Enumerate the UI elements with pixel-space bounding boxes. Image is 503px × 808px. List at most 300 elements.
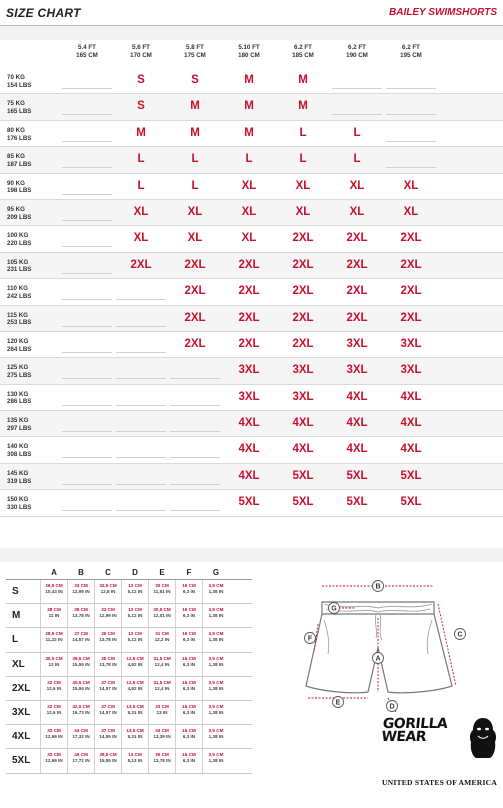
weight-kg: 75 KG bbox=[7, 100, 25, 108]
weight-kg: 135 KG bbox=[7, 417, 29, 425]
measurement-cm: 33 CM bbox=[47, 728, 61, 734]
measurement-cm: 35 CM bbox=[155, 752, 169, 758]
measurement-in: 6,3 IN bbox=[182, 758, 196, 764]
measurement-cell bbox=[96, 583, 120, 595]
size-cell: 4XL bbox=[238, 443, 260, 456]
measurement-cell bbox=[150, 728, 174, 740]
measurement-cell bbox=[177, 752, 201, 764]
size-cell-empty bbox=[116, 389, 166, 406]
size-cell: XL bbox=[241, 179, 257, 192]
measurement-cm: 16 CM bbox=[182, 607, 196, 613]
size-cell: 3XL bbox=[346, 364, 368, 377]
weight-lbs: 308 LBS bbox=[7, 451, 32, 459]
measurement-cm: 3,5 CM bbox=[208, 631, 224, 637]
measurement-column-header: F bbox=[186, 568, 192, 577]
size-cell: 2XL bbox=[184, 258, 206, 271]
measurement-cell bbox=[42, 680, 66, 692]
measurement-in: 12,6 IN bbox=[46, 709, 62, 715]
measurement-cell bbox=[42, 583, 66, 595]
size-cell: 2XL bbox=[292, 311, 314, 324]
measurement-in: 15,55 IN bbox=[72, 661, 90, 667]
table-row bbox=[0, 68, 503, 94]
measurement-in: 10,43 IN bbox=[45, 588, 63, 594]
size-cell-empty bbox=[170, 362, 220, 379]
measurement-in: 13,78 IN bbox=[99, 661, 117, 667]
page-title: SIZE CHART bbox=[6, 6, 81, 20]
weight-kg: 120 KG bbox=[7, 337, 29, 345]
measurement-row bbox=[6, 628, 252, 652]
measurement-row bbox=[6, 725, 252, 749]
size-cell-empty bbox=[62, 257, 112, 274]
table-row bbox=[0, 147, 503, 173]
measurement-in: 16,73 IN bbox=[72, 709, 90, 715]
weight-kg: 105 KG bbox=[7, 258, 29, 266]
measurement-in: 13,78 IN bbox=[99, 637, 117, 643]
measurement-cell bbox=[204, 752, 228, 764]
measurement-cm: 33 CM bbox=[74, 583, 88, 588]
size-cell-empty bbox=[62, 310, 112, 327]
size-cell-empty bbox=[116, 336, 166, 353]
measurement-in: 12,6 IN bbox=[46, 685, 62, 691]
measurement-cell bbox=[123, 631, 147, 643]
height-ft: 5.10 FT bbox=[238, 44, 260, 51]
height-column-header bbox=[384, 44, 438, 60]
table-row bbox=[0, 411, 503, 437]
weight-label bbox=[7, 443, 31, 459]
measurement-cell bbox=[42, 728, 66, 740]
size-cell: XL bbox=[187, 205, 203, 218]
size-cell: 3XL bbox=[238, 364, 260, 377]
column-divider bbox=[202, 725, 203, 748]
weight-label bbox=[7, 496, 31, 512]
measurement-cell bbox=[177, 631, 201, 643]
height-cm: 190 CM bbox=[346, 51, 368, 59]
size-cell: 2XL bbox=[292, 285, 314, 298]
column-divider bbox=[175, 653, 176, 676]
column-divider bbox=[121, 677, 122, 700]
measurement-in: 6,3 IN bbox=[182, 709, 196, 715]
measurement-cell bbox=[96, 656, 120, 668]
column-divider bbox=[40, 653, 41, 676]
measurement-cm: 35 CM bbox=[74, 607, 88, 613]
weight-label bbox=[7, 259, 31, 275]
size-cell-empty bbox=[386, 72, 436, 89]
column-divider bbox=[175, 701, 176, 724]
weight-kg: 115 KG bbox=[7, 311, 28, 319]
measurement-cell bbox=[150, 631, 174, 643]
height-ft: 6.2 FT bbox=[402, 44, 420, 51]
measurement-column-header: D bbox=[132, 568, 138, 577]
table-row bbox=[0, 200, 503, 226]
size-cell-empty bbox=[332, 98, 382, 115]
measurement-cell bbox=[204, 607, 228, 619]
weight-label bbox=[7, 338, 31, 354]
column-divider bbox=[40, 677, 41, 700]
size-cell: 2XL bbox=[292, 258, 314, 271]
measurement-cell bbox=[150, 680, 174, 692]
measurement-column-header: G bbox=[212, 568, 220, 577]
diagram-label-text: E bbox=[335, 699, 341, 707]
measurement-cell bbox=[204, 656, 228, 668]
measurement-table bbox=[6, 565, 252, 774]
measurement-cell bbox=[204, 704, 228, 716]
measurement-in: 12,01 IN bbox=[153, 613, 171, 619]
measurement-cm: 45 CM bbox=[74, 752, 88, 758]
size-cell-empty bbox=[170, 441, 220, 458]
measurement-size-label: 5XL bbox=[12, 755, 31, 767]
size-cell-empty bbox=[62, 230, 112, 247]
measurement-cell bbox=[69, 631, 93, 643]
measurement-cell bbox=[69, 728, 93, 740]
height-ft: 6.2 FT bbox=[348, 44, 366, 51]
weight-kg: 110 KG bbox=[7, 285, 28, 293]
measurement-cell bbox=[69, 583, 93, 595]
weight-kg: 85 KG bbox=[7, 153, 25, 161]
column-divider bbox=[202, 580, 203, 603]
size-cell: 2XL bbox=[346, 285, 368, 298]
size-cell-empty bbox=[62, 125, 112, 142]
measurement-cell bbox=[96, 752, 120, 764]
size-cell-empty bbox=[116, 441, 166, 458]
weight-kg: 130 KG bbox=[7, 390, 29, 398]
size-cell: L bbox=[137, 153, 145, 166]
measurement-size-label: XL bbox=[12, 658, 25, 670]
size-cell: M bbox=[298, 100, 308, 113]
gorilla-wear-logo bbox=[382, 712, 500, 802]
size-cell-empty bbox=[62, 98, 112, 115]
top-band bbox=[0, 26, 503, 40]
measurement-cm: 37 CM bbox=[101, 679, 115, 685]
size-cell: 2XL bbox=[238, 311, 260, 324]
logo-line1: GORILLA bbox=[381, 716, 449, 732]
measurement-cell bbox=[96, 728, 120, 740]
logo-tagline: UNITED STATES OF AMERICA bbox=[382, 778, 497, 787]
measurement-cm: 33 CM bbox=[101, 607, 115, 613]
weight-kg: 70 KG bbox=[7, 74, 25, 81]
measurement-in: 6,3 IN bbox=[182, 588, 196, 594]
measurement-cell bbox=[96, 680, 120, 692]
column-divider bbox=[175, 604, 176, 627]
column-divider bbox=[40, 604, 41, 627]
measurement-in: 17,32 IN bbox=[72, 734, 90, 740]
height-cm: 170 CM bbox=[130, 51, 152, 59]
weight-kg: 140 KG bbox=[7, 443, 29, 451]
weight-lbs: 220 LBS bbox=[7, 240, 32, 248]
table-row bbox=[0, 253, 503, 279]
measurement-cell bbox=[150, 656, 174, 668]
measurement-in: 12,99 IN bbox=[45, 734, 63, 740]
size-cell: L bbox=[137, 179, 145, 192]
size-cell: XL bbox=[241, 205, 257, 218]
measurement-size-label: M bbox=[12, 610, 21, 622]
size-cell-empty bbox=[116, 310, 166, 327]
measurement-in: 5,31 IN bbox=[127, 734, 143, 740]
measurement-column-header: B bbox=[78, 568, 84, 577]
measurement-cell bbox=[42, 752, 66, 764]
weight-label bbox=[7, 232, 31, 248]
table-row bbox=[0, 279, 503, 305]
measurement-cm: 3,5 CM bbox=[208, 752, 224, 758]
measurement-column-header: A bbox=[51, 568, 57, 577]
size-cell: XL bbox=[403, 205, 419, 218]
measurement-cm: 13 CM bbox=[128, 607, 142, 613]
measurement-in: 1,38 IN bbox=[208, 637, 224, 643]
measurement-cm: 3,5 CM bbox=[208, 679, 224, 685]
weight-label bbox=[7, 100, 31, 116]
size-cell: XL bbox=[133, 205, 149, 218]
measurement-cm: 16 CM bbox=[182, 631, 196, 637]
size-cell-empty bbox=[116, 283, 166, 300]
measurement-in: 6,3 IN bbox=[182, 637, 196, 643]
measurement-cell bbox=[123, 607, 147, 619]
height-column-header bbox=[276, 44, 330, 60]
measurement-column-header: C bbox=[105, 568, 111, 577]
column-divider bbox=[175, 580, 176, 603]
size-cell: 5XL bbox=[400, 496, 422, 509]
column-divider bbox=[148, 604, 149, 627]
measurement-cell bbox=[150, 752, 174, 764]
measurement-cm: 37 CM bbox=[101, 728, 115, 734]
size-cell: XL bbox=[295, 179, 311, 192]
measurement-cm: 28,5 CM bbox=[45, 631, 63, 637]
size-cell-empty bbox=[332, 72, 382, 89]
table-row bbox=[0, 121, 503, 147]
size-cell-empty bbox=[62, 204, 112, 221]
measurement-cm: 35 CM bbox=[101, 655, 115, 661]
weight-lbs: 231 LBS bbox=[7, 266, 32, 274]
size-cell-empty bbox=[62, 494, 112, 511]
size-cell: M bbox=[190, 100, 200, 113]
size-cell: L bbox=[299, 126, 307, 139]
column-divider bbox=[121, 604, 122, 627]
measurement-in: 6,3 IN bbox=[182, 661, 196, 667]
measurement-in: 14,57 IN bbox=[72, 637, 90, 643]
measurement-cm: 34 CM bbox=[155, 728, 169, 734]
height-cm: 175 CM bbox=[184, 51, 206, 59]
column-divider bbox=[67, 604, 68, 627]
diagram-label-text: A bbox=[375, 655, 381, 663]
measurement-in: 12,4 IN bbox=[154, 661, 170, 667]
measurement-cm: 30,5 CM bbox=[45, 655, 63, 661]
weight-label bbox=[7, 127, 31, 143]
height-cm: 180 CM bbox=[238, 51, 260, 59]
size-cell: 2XL bbox=[346, 311, 368, 324]
weight-label bbox=[7, 470, 31, 486]
size-cell: S bbox=[191, 74, 199, 86]
measurement-in: 14,55 IN bbox=[99, 734, 117, 740]
measurement-in: 12,2 IN bbox=[154, 637, 170, 643]
size-cell: 4XL bbox=[238, 417, 260, 430]
size-cell: M bbox=[298, 74, 308, 86]
measurement-cell bbox=[123, 680, 147, 692]
size-cell: 5XL bbox=[238, 496, 260, 509]
height-cm: 165 CM bbox=[76, 51, 98, 59]
column-divider bbox=[202, 653, 203, 676]
height-column-header bbox=[114, 44, 168, 60]
measurement-cm: 37 CM bbox=[101, 703, 115, 709]
measurement-cell bbox=[177, 680, 201, 692]
size-cell: 5XL bbox=[292, 469, 314, 482]
measurement-in: 12,4 IN bbox=[154, 685, 170, 691]
weight-label bbox=[7, 153, 31, 169]
measurement-in: 11 IN bbox=[48, 613, 60, 619]
measurement-cell bbox=[177, 607, 201, 619]
measurement-cm: 35 CM bbox=[101, 631, 115, 637]
measurement-cell bbox=[69, 656, 93, 668]
measurement-cm: 33 CM bbox=[155, 703, 169, 709]
column-divider bbox=[148, 725, 149, 748]
size-cell: 5XL bbox=[346, 496, 368, 509]
measurement-cell bbox=[42, 656, 66, 668]
measurement-cell bbox=[177, 728, 201, 740]
measurement-in: 15,55 IN bbox=[99, 758, 117, 764]
measurement-cm: 31,5 CM bbox=[153, 655, 171, 661]
column-divider bbox=[148, 653, 149, 676]
measurement-cell bbox=[123, 752, 147, 764]
table-row bbox=[0, 306, 503, 332]
column-divider bbox=[121, 653, 122, 676]
size-cell-empty bbox=[62, 151, 112, 168]
measurement-in: 17,72 IN bbox=[72, 758, 90, 764]
column-divider bbox=[202, 604, 203, 627]
size-cell-empty bbox=[62, 336, 112, 353]
measurement-in: 1,38 IN bbox=[208, 709, 224, 715]
measurement-cm: 12,5 CM bbox=[126, 655, 144, 661]
size-cell-empty bbox=[116, 468, 166, 485]
column-divider bbox=[67, 628, 68, 651]
weight-label bbox=[7, 74, 31, 90]
table-row bbox=[0, 385, 503, 411]
measurement-in: 1,38 IN bbox=[208, 758, 224, 764]
size-cell: 2XL bbox=[184, 285, 206, 298]
measurement-cell bbox=[150, 583, 174, 595]
diagram-label-text: C bbox=[457, 631, 463, 639]
size-cell-empty bbox=[62, 468, 112, 485]
measurement-header-row bbox=[6, 565, 252, 580]
measurement-cell bbox=[96, 631, 120, 643]
size-cell: 3XL bbox=[400, 337, 422, 350]
column-divider bbox=[121, 701, 122, 724]
measurement-cell bbox=[42, 704, 66, 716]
column-divider bbox=[40, 725, 41, 748]
measurement-cm: 39,5 CM bbox=[99, 752, 117, 758]
size-cell: S bbox=[137, 100, 145, 113]
weight-lbs: 209 LBS bbox=[7, 213, 32, 221]
column-divider bbox=[94, 725, 95, 748]
table-row bbox=[0, 464, 503, 490]
measurement-in: 5,31 IN bbox=[127, 709, 143, 715]
diagram-label-text: G bbox=[331, 605, 337, 613]
table-row bbox=[0, 332, 503, 358]
weight-lbs: 275 LBS bbox=[7, 372, 32, 380]
size-cell-empty bbox=[116, 415, 166, 432]
column-divider bbox=[148, 580, 149, 603]
measurement-cm: 13,5 CM bbox=[126, 728, 144, 734]
column-divider bbox=[67, 701, 68, 724]
weight-label bbox=[7, 180, 31, 196]
size-cell-empty bbox=[62, 283, 112, 300]
page-header bbox=[0, 0, 503, 26]
measurement-cm: 32,5 CM bbox=[99, 583, 117, 588]
size-cell: 4XL bbox=[346, 443, 368, 456]
size-cell-empty bbox=[170, 468, 220, 485]
size-cell: 2XL bbox=[184, 337, 206, 350]
measurement-in: 5,12 IN bbox=[127, 637, 143, 643]
measurement-cell bbox=[204, 583, 228, 595]
size-cell: L bbox=[191, 179, 199, 192]
measurement-in: 1,38 IN bbox=[208, 613, 224, 619]
column-divider bbox=[67, 749, 68, 772]
column-divider bbox=[67, 725, 68, 748]
size-cell: 2XL bbox=[292, 232, 314, 245]
measurement-size-label: S bbox=[12, 586, 19, 597]
weight-label bbox=[7, 206, 31, 222]
column-divider bbox=[148, 677, 149, 700]
measurement-cm: 3,5 CM bbox=[208, 607, 224, 613]
middle-band bbox=[0, 548, 503, 562]
measurement-in: 13,39 IN bbox=[153, 734, 171, 740]
size-cell: 2XL bbox=[400, 311, 422, 324]
column-divider bbox=[94, 580, 95, 603]
size-cell-empty bbox=[170, 415, 220, 432]
size-cell: 4XL bbox=[400, 417, 422, 430]
measurement-in: 11,22 IN bbox=[45, 637, 63, 643]
weight-label bbox=[7, 285, 31, 301]
measurement-cell bbox=[96, 607, 120, 619]
measurement-cm: 12,5 CM bbox=[126, 679, 144, 685]
measurement-in: 1,38 IN bbox=[208, 588, 224, 594]
size-cell: M bbox=[136, 126, 146, 139]
weight-lbs: 187 LBS bbox=[7, 160, 32, 168]
weight-kg: 90 KG bbox=[7, 179, 25, 187]
column-divider bbox=[148, 628, 149, 651]
measurement-cm: 40,5 CM bbox=[72, 679, 90, 685]
weight-label bbox=[7, 391, 31, 407]
measurement-cell bbox=[123, 583, 147, 595]
weight-lbs: 319 LBS bbox=[7, 477, 32, 485]
logo-line2: WEAR bbox=[380, 729, 427, 745]
measurement-cm: 16 CM bbox=[182, 655, 196, 661]
column-divider bbox=[148, 749, 149, 772]
measurement-in: 1,38 IN bbox=[208, 661, 224, 667]
measurement-cm: 39,5 CM bbox=[72, 655, 90, 661]
measurement-cm: 31 CM bbox=[155, 631, 169, 637]
height-cm: 195 CM bbox=[400, 51, 422, 59]
size-cell-empty bbox=[62, 415, 112, 432]
measurement-cm: 32 CM bbox=[47, 703, 61, 709]
column-divider bbox=[202, 749, 203, 772]
measurement-in: 13 IN bbox=[156, 709, 168, 715]
table-row bbox=[0, 94, 503, 120]
size-cell: 2XL bbox=[238, 285, 260, 298]
measurement-cell bbox=[123, 656, 147, 668]
table-row bbox=[0, 490, 503, 516]
logo-wordmark bbox=[381, 718, 470, 744]
measurement-cell bbox=[69, 704, 93, 716]
table-row bbox=[0, 174, 503, 200]
weight-lbs: 154 LBS bbox=[7, 81, 32, 89]
height-cm: 185 CM bbox=[292, 51, 314, 59]
size-chart-table bbox=[0, 40, 503, 517]
size-cell: M bbox=[190, 126, 200, 139]
weight-kg: 80 KG bbox=[7, 126, 25, 134]
size-cell: 2XL bbox=[130, 258, 152, 271]
size-cell: XL bbox=[187, 232, 203, 245]
measurement-cm: 16 CM bbox=[182, 752, 196, 758]
size-cell: 4XL bbox=[400, 390, 422, 403]
size-cell: XL bbox=[241, 232, 257, 245]
size-cell: S bbox=[137, 74, 145, 86]
